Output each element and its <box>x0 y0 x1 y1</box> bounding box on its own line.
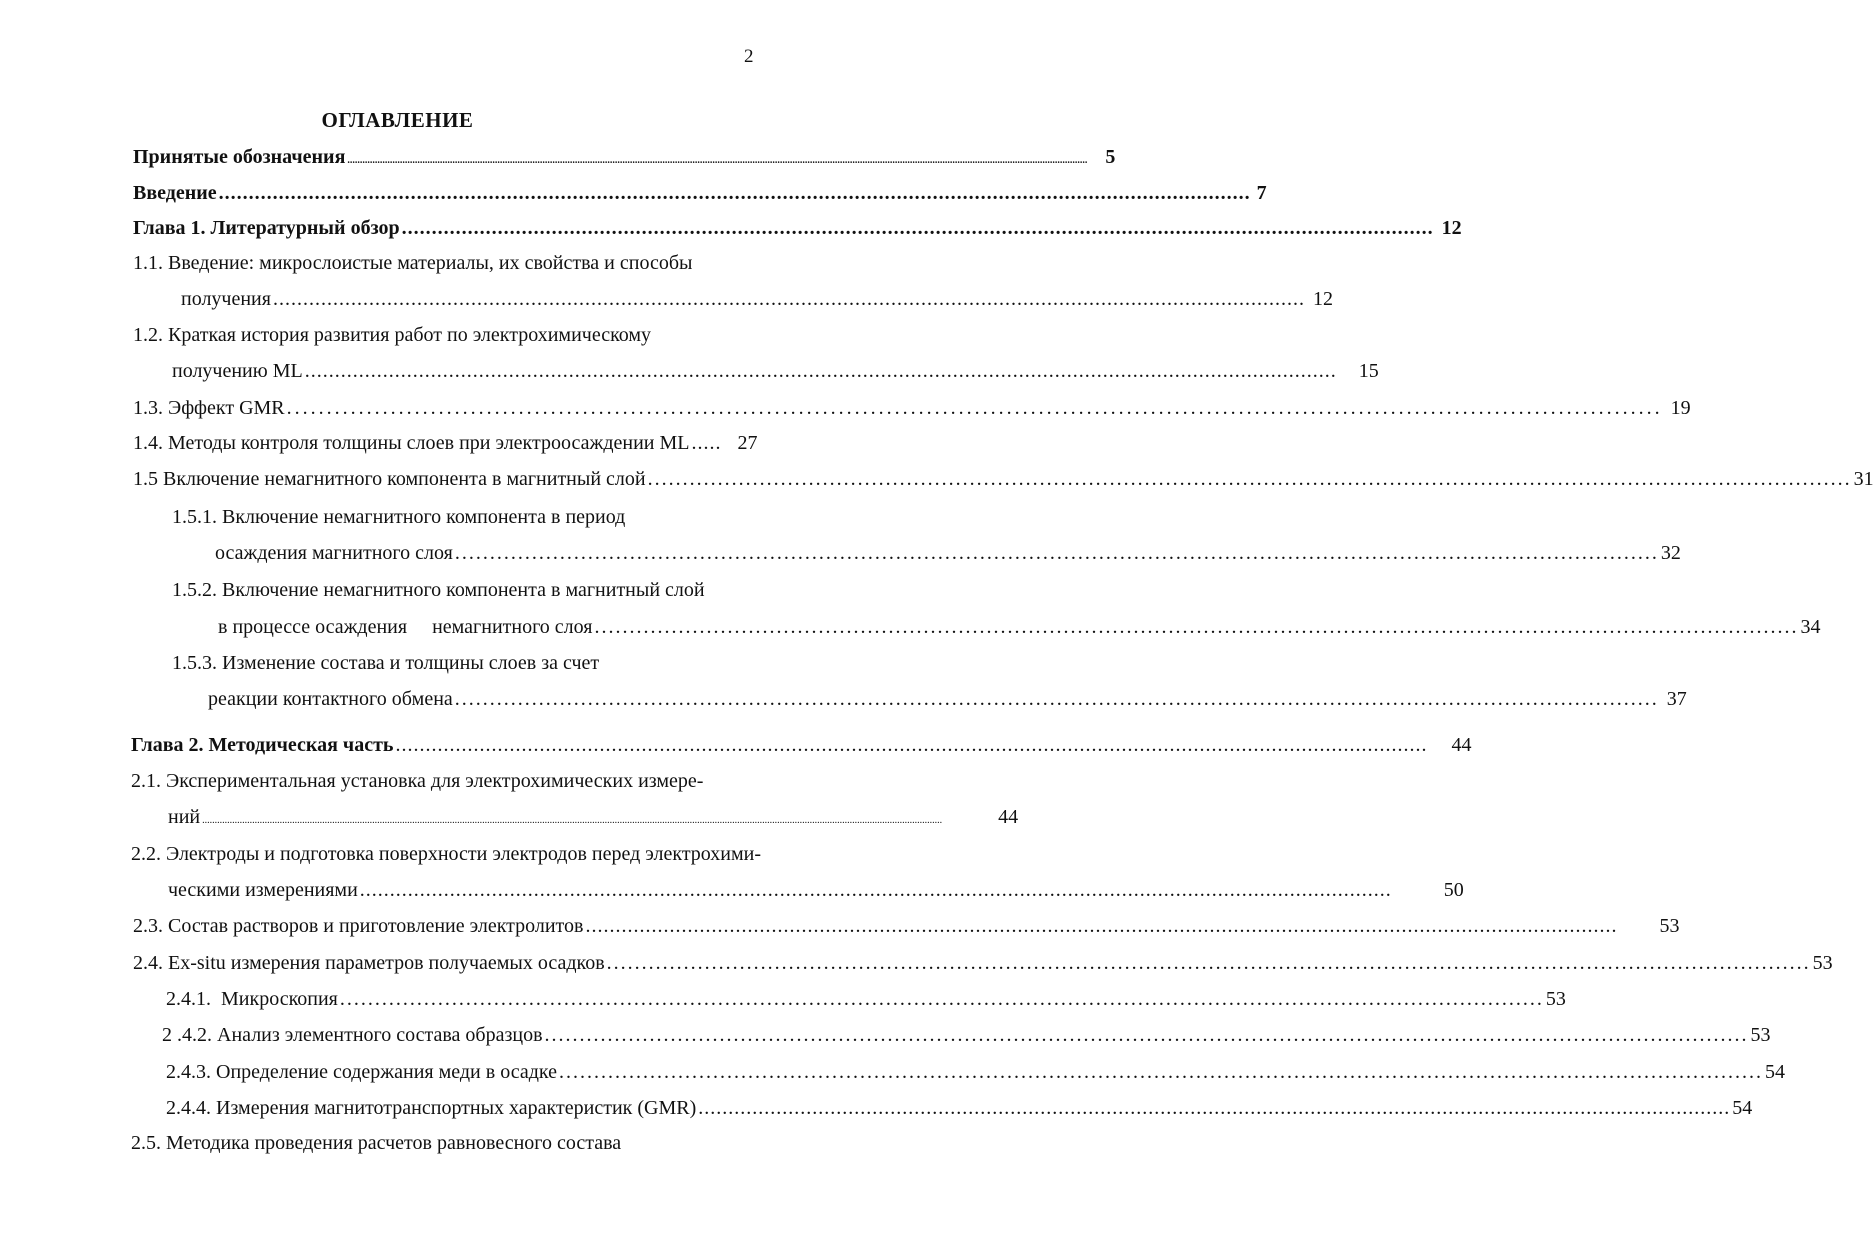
toc-entry-label: получению ML <box>172 360 303 382</box>
toc-entry-page: 53 <box>1750 1024 1771 1046</box>
leader-dots: ............................................................................................................................................................................ <box>272 288 1305 310</box>
toc-entry-2-1[interactable]: 2.1. Экспериментальная установка для электрохимических измере- <box>131 770 704 792</box>
toc-entry-chapter-1[interactable] <box>133 216 1462 240</box>
toc-entry-2-4-4[interactable] <box>166 1096 1753 1120</box>
toc-entry-label: 2.4.1. Микроскопия <box>166 988 338 1010</box>
leader-dots: ............................................................................................................................................................................ <box>395 734 1428 756</box>
toc-entry-page: 34 <box>1800 616 1821 638</box>
toc-entry-page: 12 <box>1312 288 1333 310</box>
leader-dots: ............................................................................................................................................................................ <box>585 915 1618 937</box>
leader-dots: ............................................................................................................................................................................ <box>698 1097 1731 1119</box>
toc-entry-label: 2.3. Состав растворов и приготовление электролитов <box>133 915 584 937</box>
toc-entry-label: реакции контактного обмена <box>208 688 453 710</box>
toc-entry-2-4-2[interactable] <box>162 1023 1771 1047</box>
toc-entry-page: 53 <box>1812 952 1833 974</box>
toc-entry-label: ческими измерениями <box>168 879 358 901</box>
toc-entry-2-4[interactable] <box>133 951 1833 975</box>
leader-dots: ............................................................................................................................................................................ <box>454 542 1659 564</box>
leader-dots: ............................................................................................................................................................................ <box>647 468 1852 490</box>
toc-entry-label: 1.3. Эффект GMR <box>133 397 285 419</box>
toc-entry-1-5-1-cont[interactable] <box>215 541 1681 565</box>
toc-entry-label: 1.4. Методы контроля толщины слоев при электроосаждении ML <box>133 432 690 454</box>
toc-entry-1-1-cont[interactable] <box>181 287 1333 311</box>
toc-entry-label: 2.4. Ex-situ измерения параметров получаемых осадков <box>133 952 605 974</box>
leader-dots: ........................................................................................................................................................................................................................................................................................................ <box>202 815 943 826</box>
toc-entry-2-4-3[interactable] <box>166 1060 1785 1084</box>
toc-entry-chapter-2[interactable] <box>131 733 1472 757</box>
page-title: ОГЛАВЛЕНИЕ <box>321 108 474 132</box>
leader-dots: ............................................................................................................................................................................ <box>218 182 1251 204</box>
toc-entry-page: 12 <box>1441 217 1462 239</box>
leader-dots: ............................................................................................................................................................................ <box>286 397 1663 419</box>
toc-entry-1-5-2[interactable]: 1.5.2. Включение немагнитного компонента в магнитный слой <box>172 579 705 601</box>
toc-entry-label: Принятые обозначения <box>133 146 346 168</box>
toc-entry-page: 5 <box>1105 146 1116 168</box>
toc-entry-1-5-1[interactable]: 1.5.1. Включение немагнитного компонента в период <box>172 506 626 528</box>
leader-dots: ............................................................................................................................................................................ <box>544 1024 1749 1046</box>
toc-entry-page: 53 <box>1545 988 1566 1010</box>
toc-entry-label: Глава 1. Литературный обзор <box>133 217 400 239</box>
toc-entry-page: 54 <box>1764 1061 1785 1083</box>
toc-entry-page: 50 <box>1443 879 1464 901</box>
toc-entry-introduction[interactable] <box>133 181 1267 205</box>
toc-entry-1-5-3-cont[interactable] <box>208 687 1687 711</box>
toc-entry-notation[interactable] <box>133 145 1116 173</box>
leader-dots: ............................................................................................................................................................................ <box>454 688 1659 710</box>
toc-entry-page: 37 <box>1666 688 1687 710</box>
leader-dots: ........................................................................................................................................................................................................................................................................................................ <box>347 155 1088 166</box>
toc-entry-label: получения <box>181 288 271 310</box>
toc-entry-label: Введение <box>133 182 217 204</box>
toc-entry-label: в процессе осаждения немагнитного слоя <box>218 616 593 638</box>
toc-entry-1-4[interactable] <box>133 431 758 455</box>
leader-dots: ............................................................................................................................................................................ <box>304 360 1337 382</box>
toc-entry-label: 2.4.4. Измерения магнитотранспортных характеристик (GMR) <box>166 1097 697 1119</box>
toc-entry-2-4-1[interactable] <box>166 987 1566 1011</box>
toc-entry-2-5[interactable]: 2.5. Методика проведения расчетов равновесного состава <box>131 1132 622 1154</box>
toc-entry-label: 2 .4.2. Анализ элементного состава образцов <box>162 1024 543 1046</box>
toc-entry-2-1-cont[interactable] <box>168 805 1019 833</box>
toc-entry-page: 15 <box>1358 360 1379 382</box>
leader-dots: ............................................................................................................................................................................ <box>558 1061 1763 1083</box>
toc-entry-page: 19 <box>1670 397 1691 419</box>
toc-entry-label: Глава 2. Методическая часть <box>131 734 394 756</box>
leader-dots: ..... <box>691 432 722 454</box>
leader-dots: ............................................................................................................................................................................ <box>401 217 1434 239</box>
toc-entry-page: 32 <box>1660 542 1681 564</box>
toc-entry-label: 2.4.3. Определение содержания меди в осадке <box>166 1061 557 1083</box>
toc-entry-page: 44 <box>998 806 1019 828</box>
toc-entry-label: 1.5 Включение немагнитного компонента в магнитный слой <box>133 468 646 490</box>
toc-entry-2-2[interactable]: 2.2. Электроды и подготовка поверхности электродов перед электрохими- <box>131 843 762 865</box>
leader-dots: ............................................................................................................................................................................ <box>359 879 1392 901</box>
leader-dots: ............................................................................................................................................................................ <box>339 988 1544 1010</box>
page-number: 2 <box>744 46 754 67</box>
toc-entry-1-1[interactable]: 1.1. Введение: микрослоистые материалы, их свойства и способы <box>133 252 693 274</box>
toc-entry-1-5-3[interactable]: 1.5.3. Изменение состава и толщины слоев за счет <box>172 652 600 674</box>
leader-dots: ............................................................................................................................................................................ <box>594 616 1799 638</box>
toc-entry-1-2-cont[interactable] <box>172 359 1379 383</box>
toc-entry-2-3[interactable] <box>133 914 1680 938</box>
toc-entry-2-2-cont[interactable] <box>168 878 1464 902</box>
toc-entry-1-5-2-cont[interactable] <box>218 615 1821 639</box>
toc-entry-1-3[interactable] <box>133 396 1691 420</box>
toc-entry-page: 54 <box>1732 1097 1753 1119</box>
toc-entry-page: 7 <box>1256 182 1267 204</box>
toc-entry-page: 31 <box>1853 468 1874 490</box>
toc-entry-page: 44 <box>1451 734 1472 756</box>
toc-entry-label: ний <box>168 806 201 828</box>
toc-entry-1-2[interactable]: 1.2. Краткая история развития работ по электрохимическому <box>133 324 652 346</box>
toc-entry-page: 53 <box>1659 915 1680 937</box>
toc-entry-page: 27 <box>737 432 758 454</box>
toc-entry-1-5[interactable] <box>133 467 1874 491</box>
leader-dots: ............................................................................................................................................................................ <box>606 952 1811 974</box>
toc-entry-label: осаждения магнитного слоя <box>215 542 453 564</box>
